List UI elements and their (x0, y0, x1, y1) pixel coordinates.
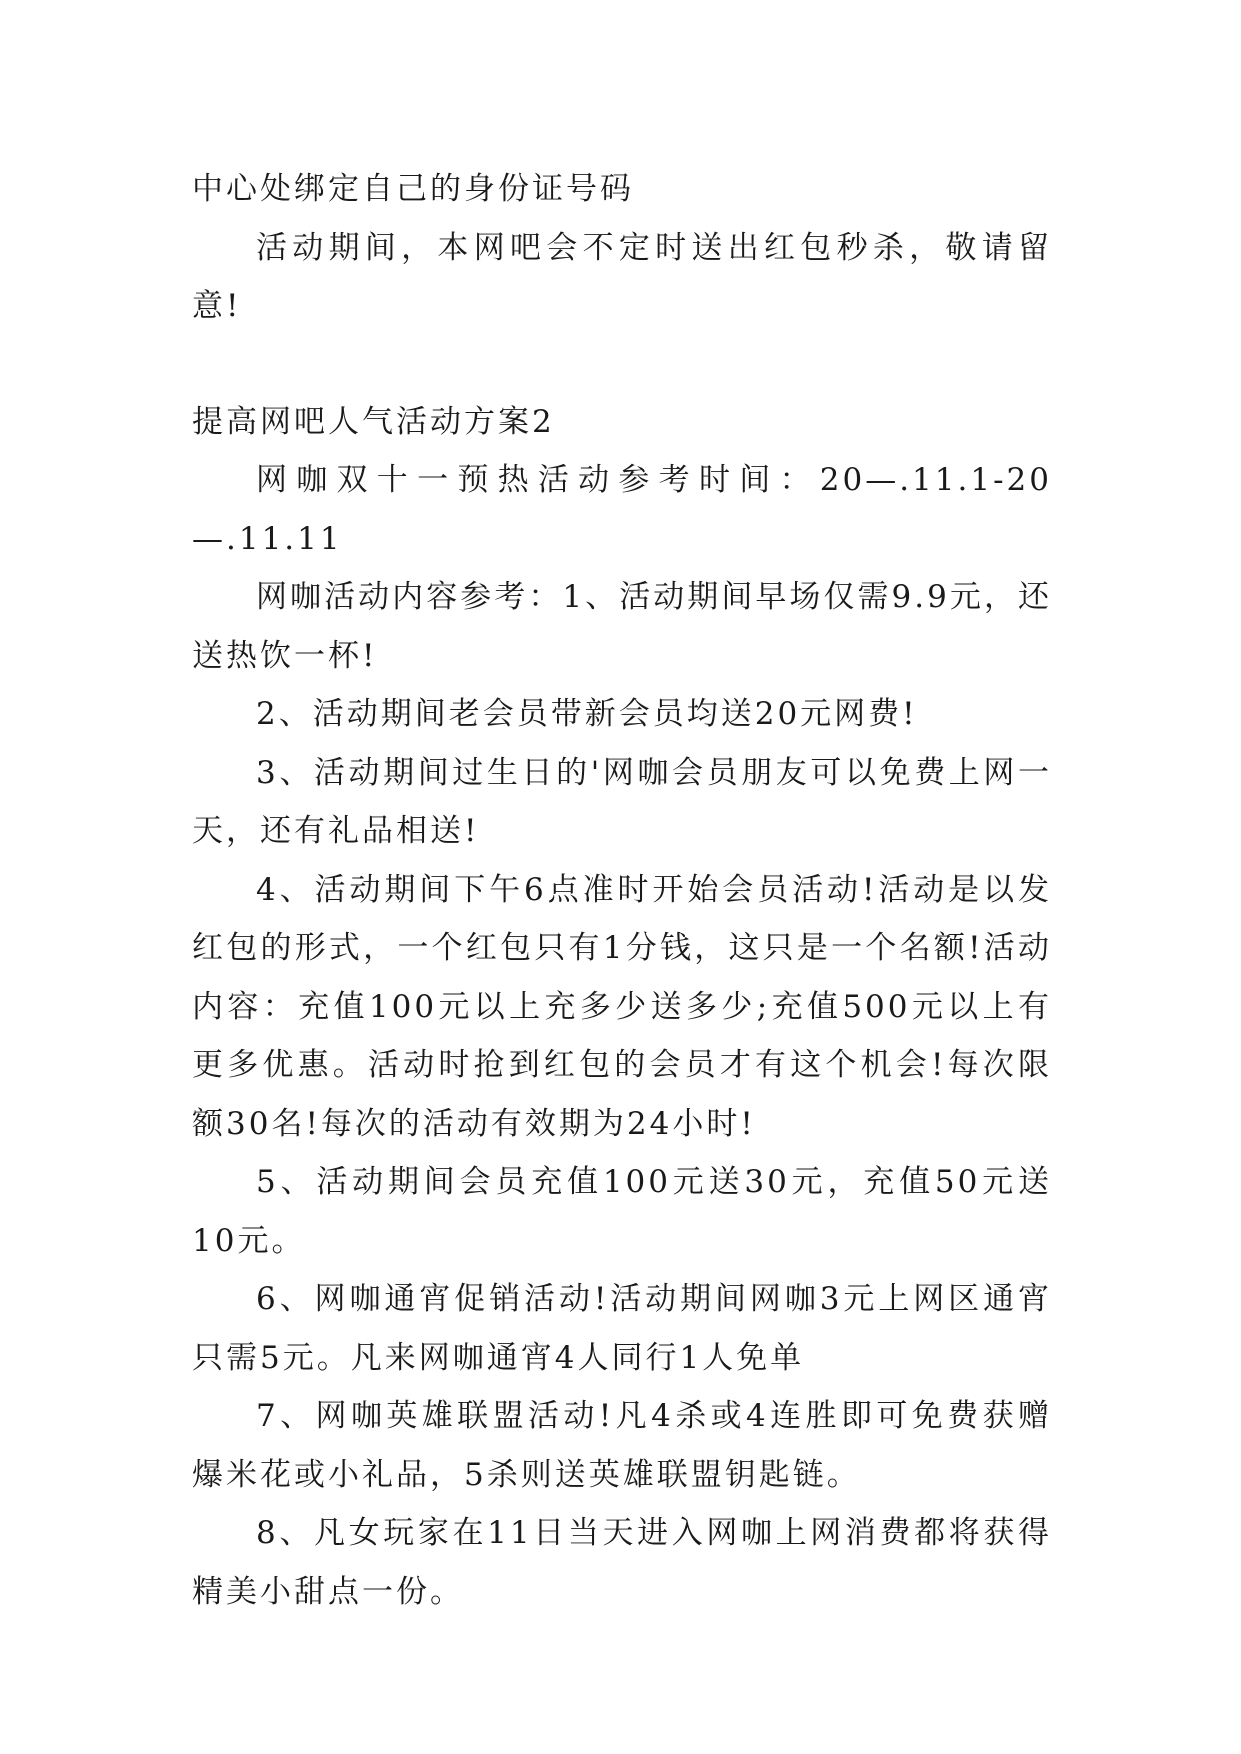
paragraph-activity-time: 网咖双十一预热活动参考时间：20—.11.1-20—.11.11 (192, 462, 1052, 557)
paragraph-activity-content-1: 网咖活动内容参考：1、活动期间早场仅需9.9元，还送热饮一杯! (192, 579, 1052, 674)
paragraph-red-packet-notice: 活动期间，本网吧会不定时送出红包秒杀，敬请留意! (192, 229, 1052, 324)
paragraph-item-4: 4、活动期间下午6点准时开始会员活动!活动是以发红包的形式，一个红包只有1分钱，这只是一个名额!活动内容：充值100元以上充多少送多少;充值500元以上有更多优惠。活动时抢到红包的会员才有这个机会!每次限额30名!每次的活动有效期为24小时! (192, 871, 1052, 1142)
paragraph-item-3: 3、活动期间过生日的'网咖会员朋友可以免费上网一天，还有礼品相送! (192, 754, 1052, 849)
paragraph-item-2: 2、活动期间老会员带新会员均送20元网费! (256, 696, 918, 732)
paragraph-id-binding: 中心处绑定自己的身份证号码 (192, 171, 634, 207)
section-heading: 提高网吧人气活动方案2 (192, 403, 555, 440)
paragraph-item-5: 5、活动期间会员充值100元送30元，充值50元送10元。 (192, 1164, 1052, 1259)
paragraph-item-6: 6、网咖通宵促销活动!活动期间网咖3元上网区通宵只需5元。凡来网咖通宵4人同行1人免单 (192, 1281, 1052, 1376)
paragraph-item-7: 7、网咖英雄联盟活动!凡4杀或4连胜即可免费获赠爆米花或小礼品，5杀则送英雄联盟钥匙链。 (192, 1398, 1052, 1493)
paragraph-item-8: 8、凡女玩家在11日当天进入网咖上网消费都将获得精美小甜点一份。 (192, 1515, 1052, 1610)
document-body (192, 160, 1052, 1621)
